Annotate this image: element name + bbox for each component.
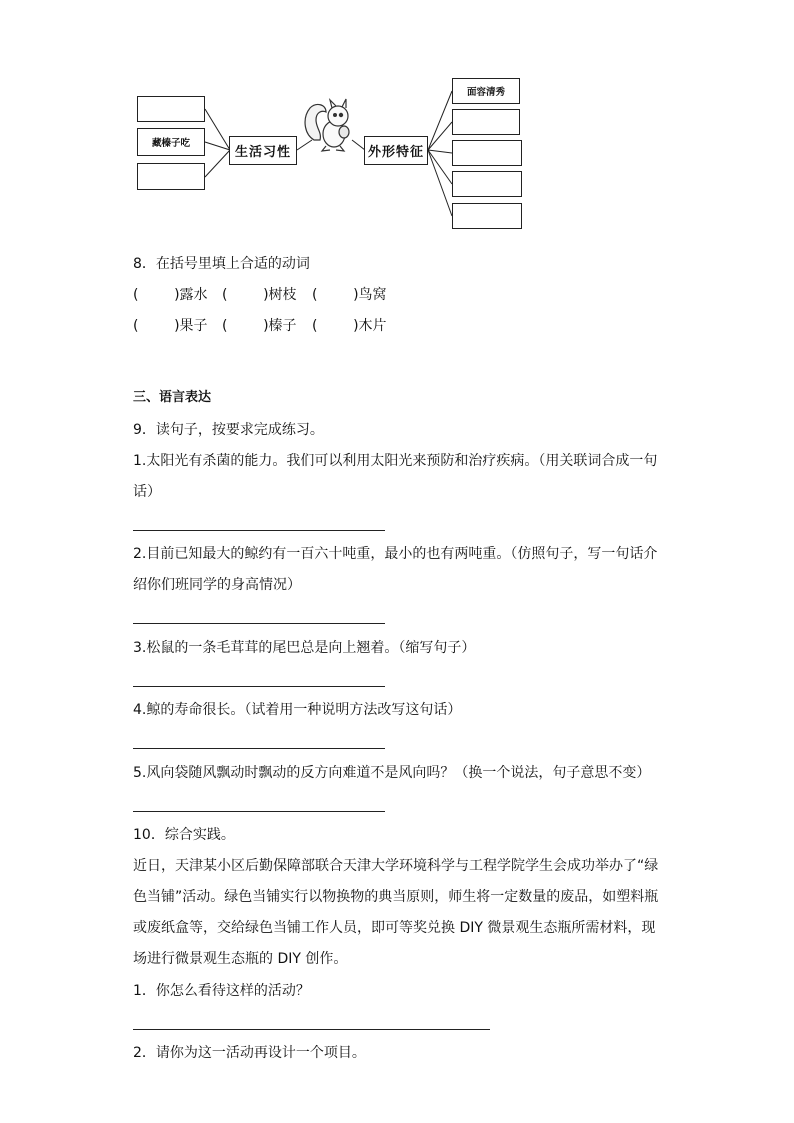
q9-item-4-answer-line[interactable] <box>133 748 385 749</box>
q9-item-3-answer-line[interactable] <box>133 686 385 687</box>
q9-item-2-line1: 2.目前已知最大的鲸约有一百六十吨重，最小的也有两吨重。（仿照句子，写一句话介 <box>133 546 658 562</box>
q9-item-3-line1: 3.松鼠的一条毛茸茸的尾巴总是向上翘着。（缩写句子） <box>133 640 476 656</box>
hub-appearance <box>364 136 428 165</box>
appearance-box-label: 面容清秀 <box>466 87 505 98</box>
squirrel-icon <box>300 96 364 156</box>
q9-item-1-answer-line[interactable] <box>133 530 385 531</box>
q10-paragraph-line-1: 近日，天津某小区后勤保障部联合天津大学环境科学与工程学院学生会成功举办了“绿 <box>133 858 659 874</box>
q9-item-4-line1: 4.鲸的寿命很长。（试着用一种说明方法改写这句话） <box>133 702 462 718</box>
appearance-blank-box-2[interactable] <box>452 140 522 166</box>
habit-box-label: 藏榛子吃 <box>151 138 190 149</box>
question-10-title: 10．综合实践。 <box>133 827 235 843</box>
section-3-heading: 三、语言表达 <box>133 390 212 405</box>
verb-blank-hazelnut[interactable]: ( )榛子 <box>222 318 297 334</box>
appearance-blank-box-3[interactable] <box>452 171 522 197</box>
verb-blank-branch[interactable]: ( )树枝 <box>222 287 297 303</box>
q10-sub1-answer-line[interactable] <box>133 1029 490 1030</box>
q9-item-1-line2: 话） <box>133 484 161 500</box>
q10-subquestion-2: 2．请你为这一活动再设计一个项目。 <box>133 1045 366 1061</box>
habit-box-hide-hazelnut <box>137 128 205 156</box>
appearance-blank-box-1[interactable] <box>452 109 520 135</box>
mind-map-connectors <box>0 0 794 240</box>
appearance-box-face <box>452 78 520 104</box>
q9-item-5-line1: 5.风向袋随风飘动时飘动的反方向难道不是风向吗？（换一个说法，句子意思不变） <box>133 765 651 781</box>
hub-living-habits <box>229 136 297 165</box>
q9-item-5-answer-line[interactable] <box>133 811 385 812</box>
q10-paragraph-line-2: 色当铺”活动。绿色当铺实行以物换物的典当原则，师生将一定数量的废品，如塑料瓶 <box>133 889 659 905</box>
q10-paragraph-line-4: 场进行微景观生态瓶的 DIY 创作。 <box>133 951 348 967</box>
verb-blank-dew[interactable]: ( )露水 <box>133 287 208 303</box>
q10-paragraph-line-3: 或废纸盒等，交给绿色当铺工作人员，即可等奖兑换 DIY 微景观生态瓶所需材料，现 <box>133 920 656 936</box>
verb-blank-woodchip[interactable]: ( )木片 <box>312 318 387 334</box>
q9-item-1-line1: 1.太阳光有杀菌的能力。我们可以利用太阳光来预防和治疗疾病。（用关联词合成一句 <box>133 453 658 469</box>
verb-blank-nest[interactable]: ( )鸟窝 <box>312 287 387 303</box>
hub-appearance-label: 外形特征 <box>367 145 424 160</box>
habit-blank-box-1[interactable] <box>137 96 205 122</box>
q9-item-2-line2: 绍你们班同学的身高情况） <box>133 577 301 593</box>
q10-subquestion-1: 1．你怎么看待这样的活动？ <box>133 983 310 999</box>
q9-item-2-answer-line[interactable] <box>133 623 385 624</box>
question-9-title: 9．读句子，按要求完成练习。 <box>133 422 324 438</box>
question-8-title: 8．在括号里填上合适的动词 <box>133 256 310 272</box>
habit-blank-box-2[interactable] <box>137 163 205 190</box>
verb-blank-fruit[interactable]: ( )果子 <box>133 318 208 334</box>
appearance-blank-box-4[interactable] <box>452 203 522 229</box>
hub-living-habits-label: 生活习性 <box>234 145 291 160</box>
